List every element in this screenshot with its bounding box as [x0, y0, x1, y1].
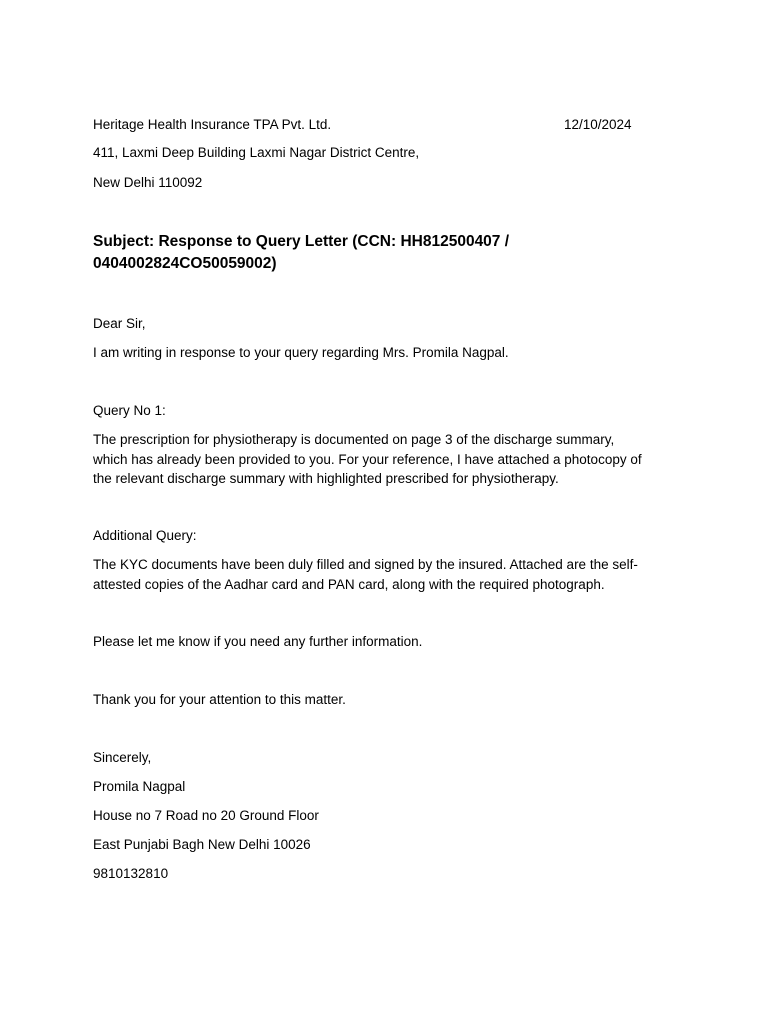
sender-address-line1: House no 7 Road no 20 Ground Floor: [93, 808, 319, 823]
recipient-company: Heritage Health Insurance TPA Pvt. Ltd.: [93, 117, 332, 132]
letter-date: 12/10/2024: [564, 117, 632, 132]
query1-line: The prescription for physiotherapy is documented on page 3 of the discharge summary,: [93, 432, 615, 447]
subject-line2: 0404002824CO50059002): [93, 255, 277, 272]
subject-line: [93, 231, 553, 275]
query1-paragraph: [93, 430, 683, 489]
intro-paragraph: I am writing in response to your query regarding Mrs. Promila Nagpal.: [93, 345, 509, 360]
query1-line: which has already been provided to you. For your reference, I have attached a photocopy of: [93, 451, 642, 467]
recipient-address-line2: New Delhi 110092: [93, 175, 203, 190]
recipient-address-line1: 411, Laxmi Deep Building Laxmi Nagar District Centre,: [93, 145, 420, 160]
sender-name: Promila Nagpal: [93, 779, 186, 794]
salutation: Dear Sir,: [93, 316, 146, 331]
further-info-paragraph: Please let me know if you need any further information.: [93, 634, 423, 649]
additional-query-line: The KYC documents have been duly filled and signed by the insured. Attached are the self-: [93, 557, 638, 572]
query1-line: the relevant discharge summary with highlighted prescribed for physiotherapy.: [93, 471, 559, 486]
query1-heading: Query No 1:: [93, 403, 166, 418]
additional-query-heading: Additional Query:: [93, 528, 197, 543]
thanks-paragraph: Thank you for your attention to this matter.: [93, 692, 346, 707]
additional-query-paragraph: [93, 555, 683, 594]
sender-phone: 9810132810: [93, 866, 169, 881]
closing: Sincerely,: [93, 750, 152, 765]
sender-address-line2: East Punjabi Bagh New Delhi 10026: [93, 837, 311, 852]
additional-query-line: attested copies of the Aadhar card and PAN card, along with the required photograph.: [93, 576, 605, 592]
subject-line1: Subject: Response to Query Letter (CCN: HH812500407 /: [93, 233, 510, 250]
